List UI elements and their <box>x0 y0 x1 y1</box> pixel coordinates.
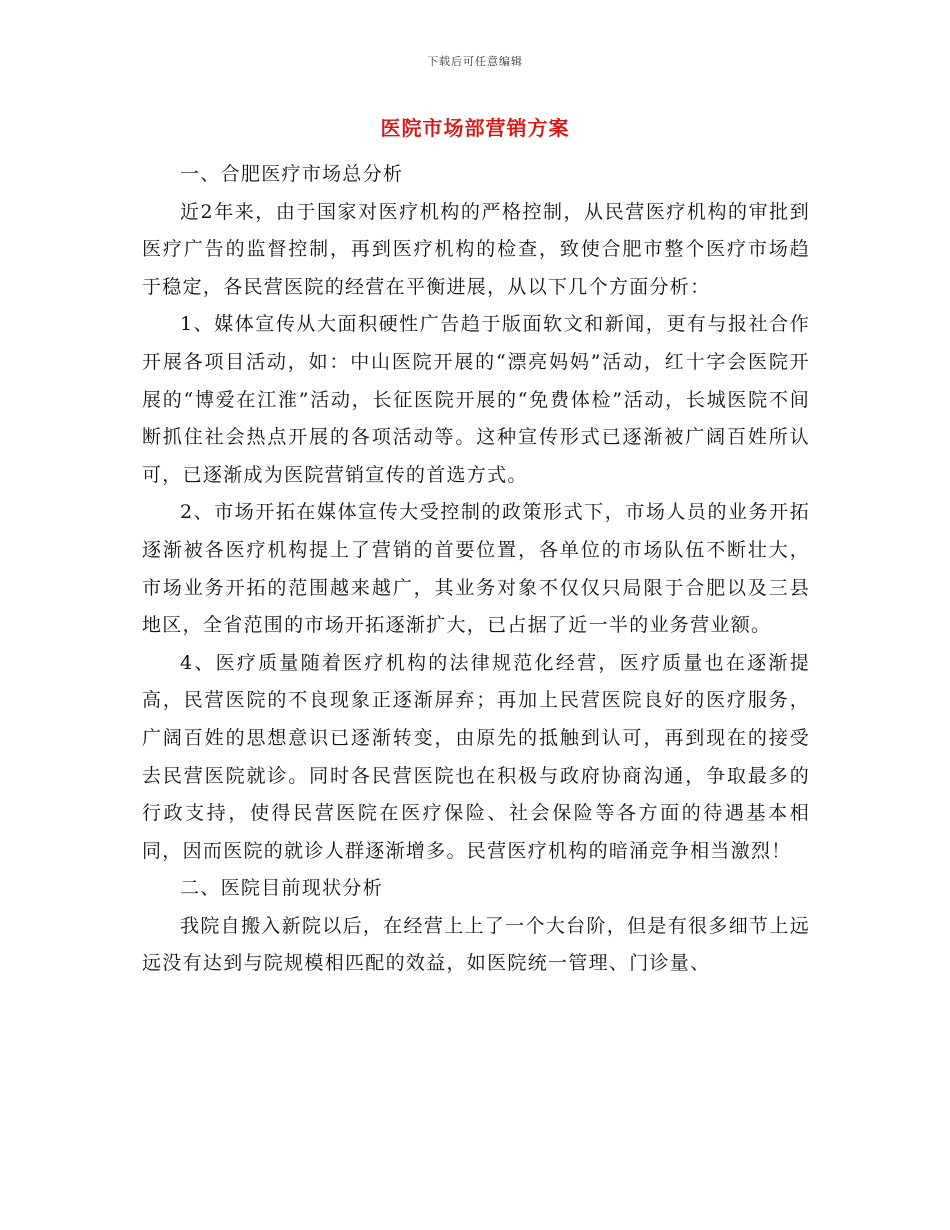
paragraph: 4、医疗质量随着医疗机构的法律规范化经营，医疗质量也在逐渐提高，民营医院的不良现象正逐渐屏弃；再加上民营医院良好的医疗服务，广阔百姓的思想意识已逐渐转变，由原先的抵触到认可，再到现在的接受去民营医院就诊。同时各民营医院也在积极与政府协商沟通，争取最多的行政支持，使得民营医院在医疗保险、社会保险等各方面的待遇基本相同，因而医院的就诊人群逐渐增多。民营医疗机构的暗涌竞争相当激烈！ <box>142 651 810 862</box>
document-body <box>142 156 810 983</box>
paragraph: 1、媒体宣传从大面积硬性广告趋于版面软文和新闻，更有与报社合作开展各项目活动，如：中山医院开展的“漂亮妈妈”活动，红十字会医院开展的“博爱在江淮”活动，长征医院开展的“免费体检”活动，长城医院不间断抓住社会热点开展的各项活动等。这种宣传形式已逐渐被广阔百姓所认可，已逐渐成为医院营销宣传的首选方式。 <box>142 313 810 486</box>
document-title: 医院市场部营销方案 <box>380 116 570 140</box>
paragraph: 近2年来，由于国家对医疗机构的严格控制，从民营医疗机构的审批到医疗广告的监督控制，再到医疗机构的检查，致使合肥市整个医疗市场趋于稳定，各民营医院的经营在平衡进展，从以下几个方面分析： <box>142 200 810 298</box>
page-header: 下载后可任意编辑 <box>427 55 523 68</box>
paragraph: 2、市场开拓在媒体宣传大受控制的政策形式下，市场人员的业务开拓逐渐被各医疗机构提上了营销的首要位置，各单位的市场队伍不断壮大，市场业务开拓的范围越来越广，其业务对象不仅仅只局限于合肥以及三县地区，全省范围的市场开拓逐渐扩大，已占据了近一半的业务营业额。 <box>142 501 810 637</box>
paragraph: 我院自搬入新院以后，在经营上上了一个大台阶，但是有很多细节上远远没有达到与院规模相匹配的效益，如医院统一管理、门诊量、 <box>142 914 810 975</box>
section-heading-1: 一、合肥医疗市场总分析 <box>180 163 404 185</box>
section-heading-2: 二、医院目前现状分析 <box>180 877 384 900</box>
